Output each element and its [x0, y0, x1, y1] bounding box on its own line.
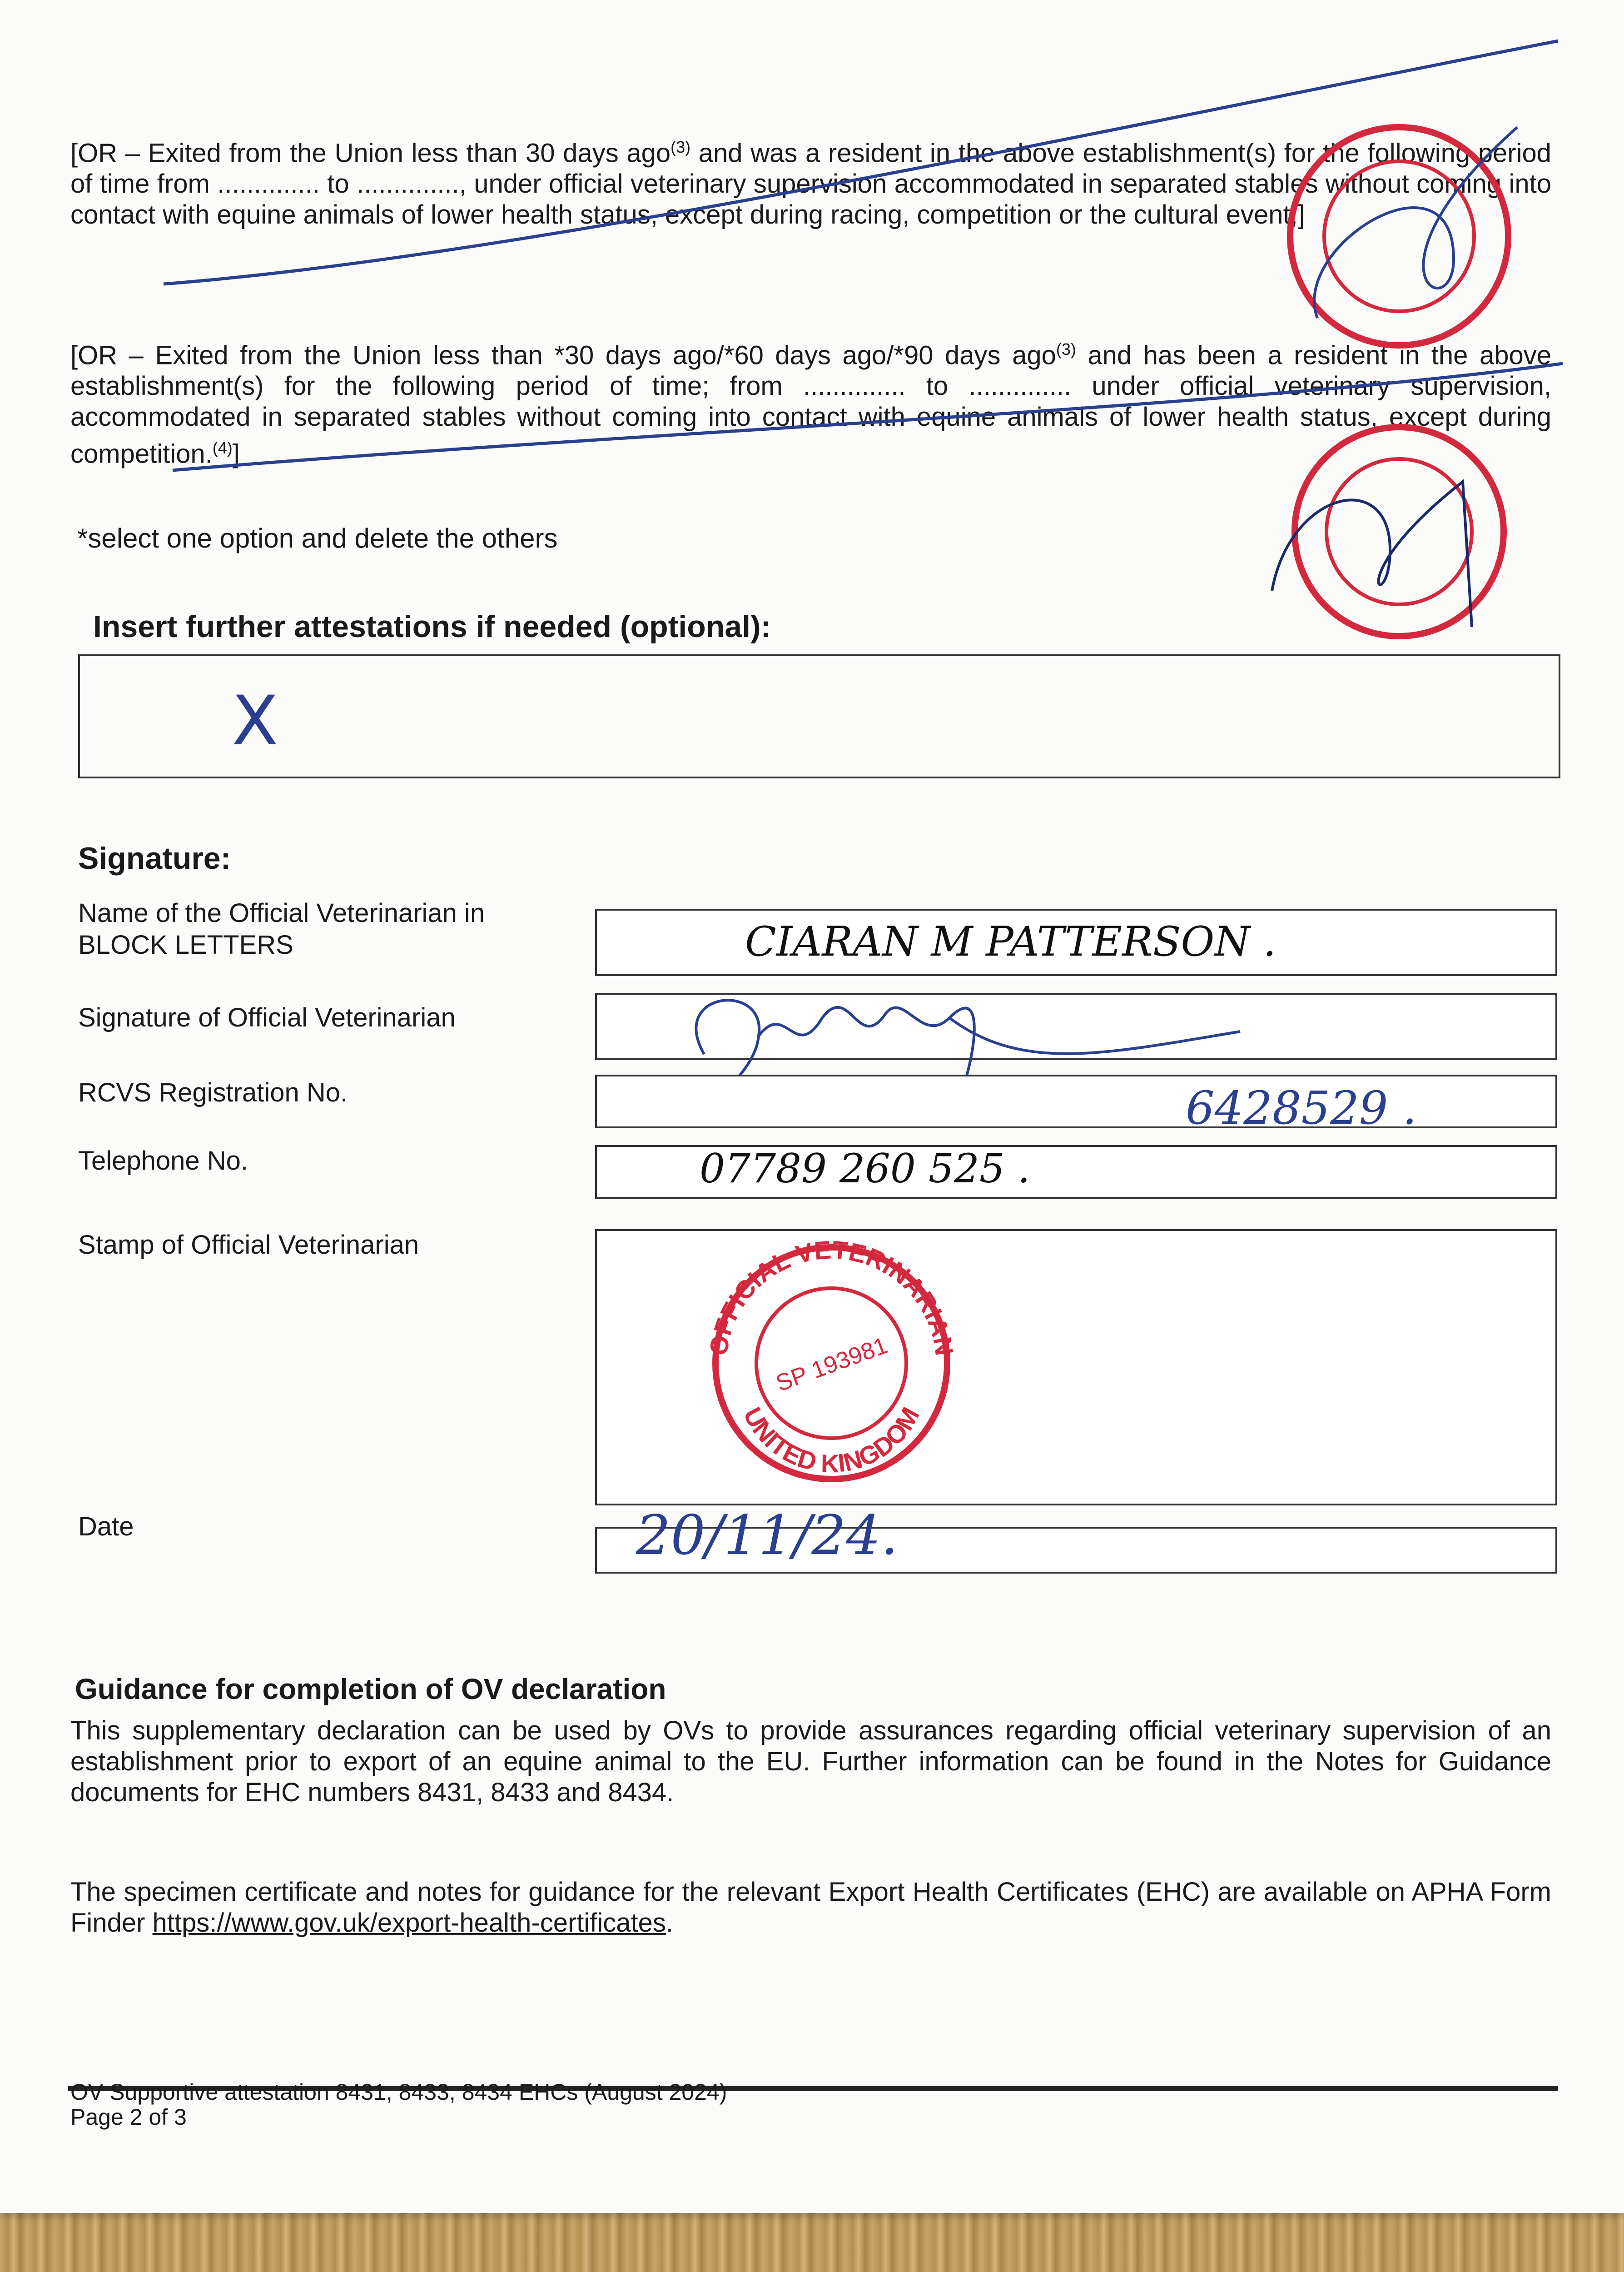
stamp-bottom-text: UNITED KINGDOM [738, 1402, 925, 1478]
paragraph-text: and has been a resident in the above establishment(s) for the following period of time; from .............. to .............. under official veterinary supervision, accommodated in separated stables without coming into contact with equine animals of lower health status, except during competition. [70, 340, 1551, 469]
paragraph-text: [OR – Exited from the Union less than 30 days ago [70, 138, 671, 168]
paragraph-text: [OR – Exited from the Union less than *30 days ago/*60 days ago/*90 days ago [70, 340, 1056, 370]
wooden-table-background [0, 2208, 1624, 2272]
footnote-ref: (3) [1056, 340, 1076, 359]
stamp-top-text: OFFICIAL VETERINARIAN [704, 1241, 959, 1358]
name-label: Name of the Official Veterinarian in BLOCK LETTERS [78, 898, 485, 960]
phone-label: Telephone No. [78, 1146, 248, 1176]
name-value: CIARAN M PATTERSON . [745, 918, 1276, 966]
rcvs-label: RCVS Registration No. [78, 1078, 348, 1107]
date-label: Date [78, 1512, 134, 1541]
date-value: 20/11/24. [636, 1504, 899, 1567]
guidance-paragraph-1: This supplementary declaration can be used by OVs to provide assurances regarding official veterinary supervision of an establishment prior to export of an equine animal to the EU. Further information can be found in the Notes for Guidance documents for EHC numbers 8431, 8433 and 8434. [70, 1716, 1551, 1807]
further-attestations-heading: Insert further attestations if needed (optional): [93, 609, 771, 644]
attestation-handwritten-x: X [232, 682, 278, 761]
footer-title: OV Supportive attestation 8431, 8433, 8434 EHCs (August 2024) [70, 2079, 727, 2105]
official-veterinarian-stamp [700, 1241, 963, 1486]
further-attestations-box[interactable] [78, 654, 1560, 778]
rcvs-value: 6428529 . [1186, 1081, 1417, 1135]
footnote-ref: (3) [670, 138, 691, 156]
select-option-note: *select one option and delete the others [77, 523, 558, 553]
official-stamp-top [1263, 109, 1535, 364]
guidance-title: Guidance for completion of OV declaration [75, 1673, 666, 1705]
paragraph-text: and was a resident in the above establishment(s) for the following period of time from .............. to .............., under official veterinary supervision accommodated in separated stables without coming into contact with equine animals of lower health status, except during racing, competition or the cultural event;] [70, 138, 1552, 230]
signature-label: Signature of Official Veterinarian [78, 1003, 456, 1032]
signature-title: Signature: [78, 841, 231, 876]
stamp-number: SP 193981 [772, 1332, 891, 1397]
paragraph-text: The specimen certificate and notes for guidance for the relevant Export Health Certificates (EHC) are available on APHA Form Finder [70, 1877, 1551, 1938]
official-stamp-middle [1254, 400, 1545, 654]
ehc-link[interactable]: https://www.gov.uk/export-health-certificates [152, 1908, 666, 1938]
phone-value: 07789 260 525 . [700, 1145, 1030, 1192]
page-number: Page 2 of 3 [70, 2104, 187, 2130]
footnote-ref: (4) [212, 438, 233, 458]
stamp-label: Stamp of Official Veterinarian [78, 1230, 419, 1260]
guidance-paragraph-2 [70, 1877, 1551, 1938]
paragraph-text: ] [232, 439, 240, 469]
paragraph-text: . [665, 1908, 674, 1938]
